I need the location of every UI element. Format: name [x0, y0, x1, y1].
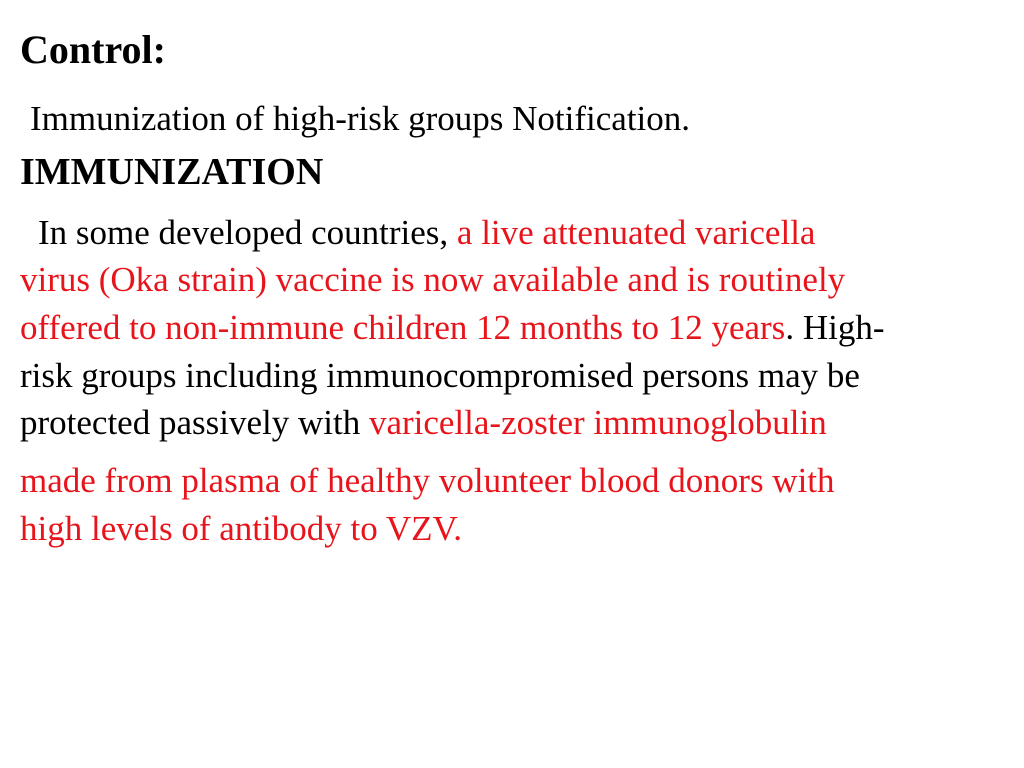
highlighted-text: made from plasma of healthy volunteer blood donors with	[20, 461, 835, 500]
highlighted-text: high levels of antibody to VZV.	[20, 509, 463, 548]
highlighted-text: virus (Oka strain) vaccine is now available and is routinely	[20, 260, 846, 299]
paragraph-line	[20, 355, 860, 397]
paragraph-text: In some developed countries,	[38, 213, 457, 252]
paragraph-line	[20, 259, 845, 301]
highlighted-text: varicella-zoster immunoglobulin	[368, 403, 827, 442]
paragraph-text: risk groups including immunocompromised persons may be	[20, 356, 860, 395]
highlighted-text: a live attenuated varicella	[456, 213, 816, 252]
section-title: IMMUNIZATION	[20, 151, 324, 193]
paragraph-line	[38, 212, 815, 254]
paragraph-line	[20, 402, 827, 444]
paragraph-text: protected passively with	[20, 403, 369, 442]
highlighted-text: offered to non-immune children 12 months to 12 years	[20, 308, 786, 347]
paragraph-text: . High-	[785, 308, 885, 347]
slide-heading: Control:	[20, 27, 166, 72]
paragraph-line	[20, 307, 884, 349]
paragraph-line	[20, 460, 835, 502]
paragraph-line	[20, 508, 462, 550]
intro-text: Immunization of high-risk groups Notification.	[30, 99, 691, 138]
